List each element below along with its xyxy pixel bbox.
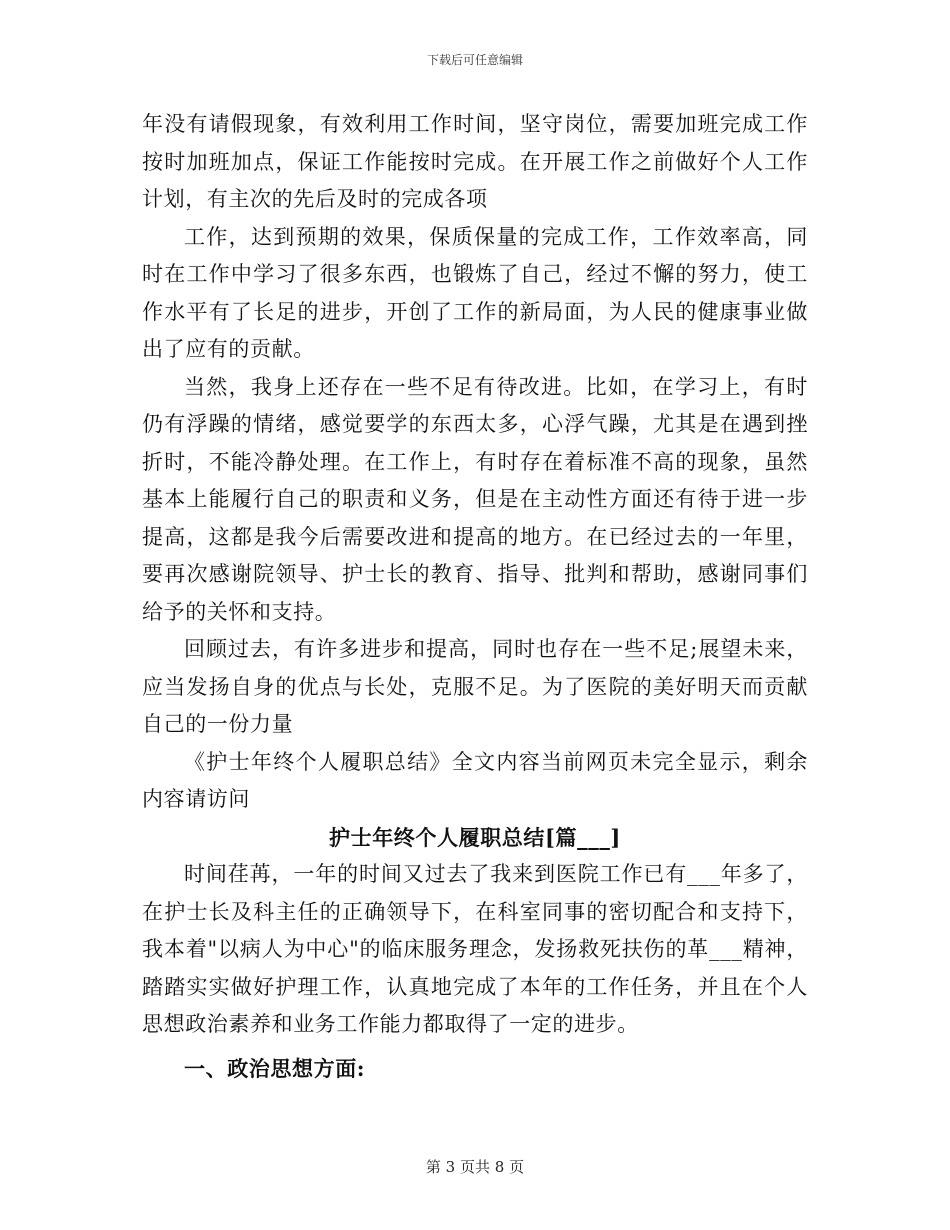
page-footer: 第 3 页共 8 页 <box>425 1158 525 1176</box>
paragraph-continuation: 年没有请假现象，有效利用工作时间，坚守岗位，需要加班完成工作按时加班加点，保证工作能按时完成。在开展工作之前做好个人工作计划，有主次的先后及时的完成各项 <box>142 112 808 211</box>
paragraph: 回顾过去，有许多进步和提高，同时也存在一些不足;展望未来，应当发扬自身的优点与长处，克服不足。为了医院的美好明天而贡献自己的一份力量 <box>142 637 808 736</box>
section-heading: 一、政治思想方面: <box>184 1055 366 1081</box>
section-title: 护士年终个人履职总结[篇___] <box>329 824 621 850</box>
document-body <box>142 106 808 1087</box>
paragraph: 工作，达到预期的效果，保质保量的完成工作，工作效率高，同时在工作中学习了很多东西，也锻炼了自己，经过不懈的努力，使工作水平有了长足的进步，开创了工作的新局面，为人民的健康事业做出了应有的贡献。 <box>142 224 808 361</box>
paragraph-notice: 《护士年终个人履职总结》全文内容当前网页未完全显示，剩余内容请访问 <box>142 749 808 811</box>
paragraph: 当然，我身上还存在一些不足有待改进。比如，在学习上，有时仍有浮躁的情绪，感觉要学的东西太多，心浮气躁，尤其是在遇到挫折时，不能冷静处理。在工作上，有时存在着标准不高的现象，虽然基本上能履行自己的职责和义务，但是在主动性方面还有待于进一步提高，这都是我今后需要改进和提高的地方。在已经过去的一年里，要再次感谢院领导、护士长的教育、指导、批判和帮助，感谢同事们给予的关怀和支持。 <box>142 374 808 624</box>
paragraph: 时间荏苒，一年的时间又过去了我来到医院工作已有___年多了，在护士长及科主任的正确领导下，在科室同事的密切配合和支持下，我本着"以病人为中心"的临床服务理念，发扬救死扶伤的革___精神，踏踏实实做好护理工作，认真地完成了本年的工作任务，并且在个人思想政治素养和业务工作能力都取得了一定的进步。 <box>142 862 808 1036</box>
page-header: 下载后可任意编辑 <box>426 53 523 67</box>
